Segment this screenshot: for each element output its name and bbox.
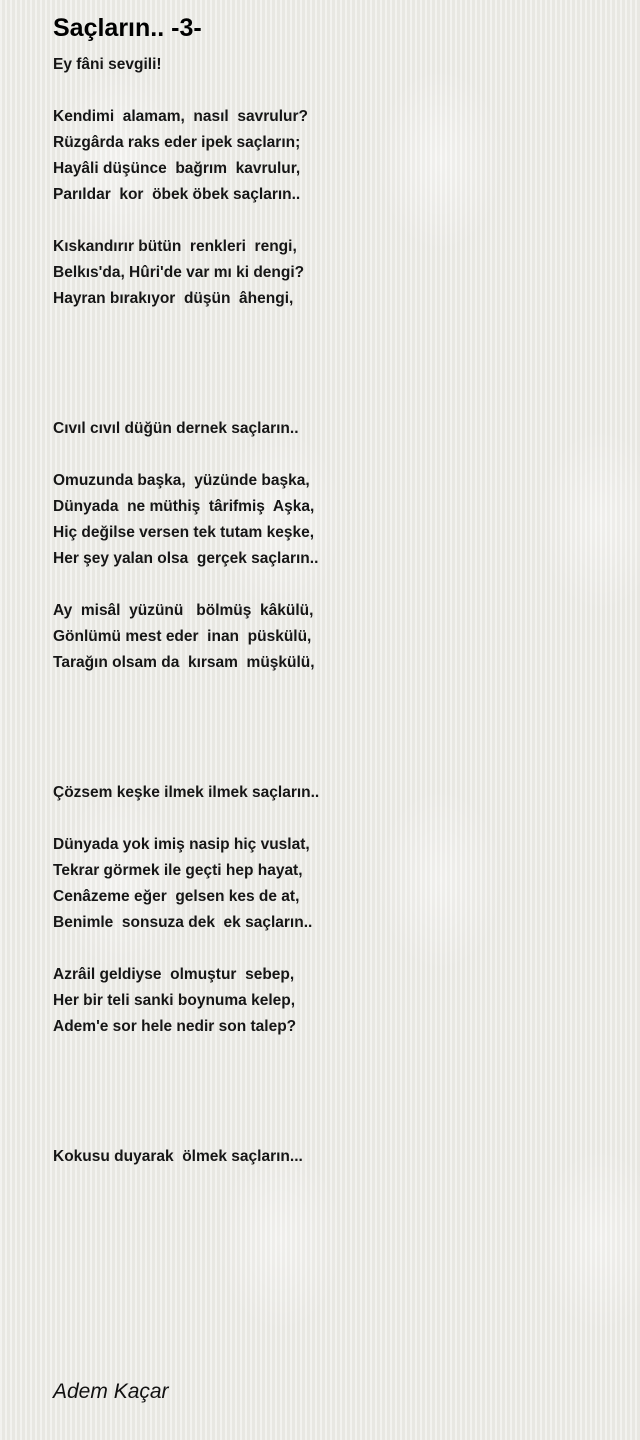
poem-line: Çözsem keşke ilmek ilmek saçların.. <box>53 784 320 801</box>
poem-line: Hayâli düşünce bağrım kavrulur, <box>53 160 301 177</box>
poem-line: Rüzgârda raks eder ipek saçların; <box>53 134 301 151</box>
poem-line: Ey fâni sevgili! <box>53 56 162 73</box>
poem-line: Adem'e sor hele nedir son talep? <box>53 1018 297 1035</box>
blank-line <box>53 1040 613 1066</box>
poem-body <box>53 52 613 1170</box>
blank-line <box>53 1092 613 1118</box>
poem-line: Kendimi alamam, nasıl savrulur? <box>53 108 308 125</box>
blank-line <box>53 1066 613 1092</box>
poem-line: Benimle sonsuza dek ek saçların.. <box>53 914 313 931</box>
blank-line <box>53 208 613 234</box>
blank-line <box>53 572 613 598</box>
poem-line: Cenâzeme eğer gelsen kes de at, <box>53 888 300 905</box>
blank-line <box>53 364 613 390</box>
poem-line: Gönlümü mest eder inan püskülü, <box>53 628 312 645</box>
poem-line: Dünyada ne müthiş târifmiş Aşka, <box>53 498 315 515</box>
blank-line <box>53 312 613 338</box>
author-name: Adem Kaçar <box>53 1380 169 1403</box>
poem-line: Her bir teli sanki boynuma kelep, <box>53 992 296 1009</box>
poem-line: Tekrar görmek ile geçti hep hayat, <box>53 862 303 879</box>
poem-line: Hiç değilse versen tek tutam keşke, <box>53 524 315 541</box>
poem-line: Parıldar kor öbek öbek saçların.. <box>53 186 301 203</box>
poem-line: Kokusu duyarak ölmek saçların... <box>53 1148 303 1165</box>
poem-line: Azrâil geldiyse olmuştur sebep, <box>53 966 295 983</box>
poem-line: Hayran bırakıyor düşün âhengi, <box>53 290 294 307</box>
poem-line: Kıskandırır bütün renkleri rengi, <box>53 238 297 255</box>
poem-line: Her şey yalan olsa gerçek saçların.. <box>53 550 319 567</box>
blank-line <box>53 754 613 780</box>
blank-line <box>53 728 613 754</box>
poem-line: Dünyada yok imiş nasip hiç vuslat, <box>53 836 310 853</box>
poem-line: Omuzunda başka, yüzünde başka, <box>53 472 310 489</box>
blank-line <box>53 442 613 468</box>
blank-line <box>53 806 613 832</box>
poem-line: Belkıs'da, Hûri'de var mı ki dengi? <box>53 264 305 281</box>
blank-line <box>53 338 613 364</box>
poem-title: Saçların.. -3- <box>53 14 202 42</box>
blank-line <box>53 676 613 702</box>
blank-line <box>53 78 613 104</box>
blank-line <box>53 1118 613 1144</box>
poem-line: Ay misâl yüzünü bölmüş kâkülü, <box>53 602 314 619</box>
blank-line <box>53 390 613 416</box>
blank-line <box>53 702 613 728</box>
blank-line <box>53 936 613 962</box>
poem-line: Cıvıl cıvıl düğün dernek saçların.. <box>53 420 299 437</box>
poem-line: Tarağın olsam da kırsam müşkülü, <box>53 654 315 671</box>
